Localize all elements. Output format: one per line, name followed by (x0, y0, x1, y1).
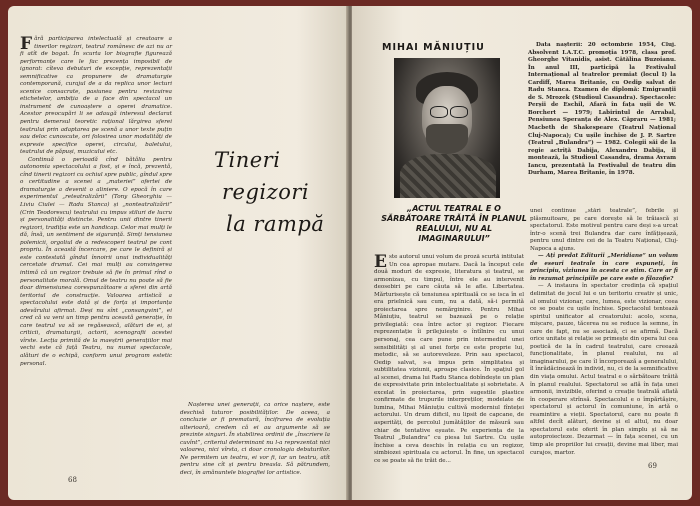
title-line-1: Tineri (214, 148, 281, 172)
left-text-column-1 (20, 36, 172, 456)
title-line-2: regizori (222, 180, 310, 204)
page-number-left: 68 (68, 476, 77, 484)
portrait-beard (426, 124, 468, 154)
bio-box (528, 42, 676, 200)
portrait-glasses-left (430, 106, 448, 118)
author-name: MIHAI MĂNIUȚIU (382, 42, 485, 53)
left-col1-para-2: Continuă o perioadă cînd bătălia pentru autonomia spectacolului a fost, și e încă, prezentă, cînd tinerii regizori cu ochiul spre public, gîndul spre o certitudine a scenei a „materiei” ofertei de dramaturgie a devenit o aliniere. O epocă în care experimentul „reteatralizării” (Tony Gheorghiu — Liviu Ciulei — Radu Stanca) și „nonteatralizării” (Crin Teodorescu) teatrului cu impus stiluri de lucru și personalități distincte. Pentru unii dintre tinerii regizori, tradiția este un handicap. Celor mai mulți le dă, însă, un sentiment de siguranță. Simți tensiunea polemicii, orgoliul de a redescoperi teatrul pe cont propriu. În această încercare, pe care le definiră și este contestată gîndul înnoirii unui individualități cercetate drumul. Cei mai mulți au convingerea intimă că un regizor trebuie să fie în primul rînd o personalitate morală. Omul de teatru nu poate să fie doar dimensiunea corespunzătoare a sferei din artă teritoriul de construcție. Valoarea artistică a spectacolului este dată și de forța și importanța adevărului afirmat. Deși nu sînt „consangvini”, ei cred că va veni un timp pentru această generație, în care teatrul va să se regăsească, alături de ei, și criticii, dramaturgii, actorii, scenografii acestei vîrste. Lecția primită de la maeștrii generațiilor mai vechi este că față Teatru, nu numai spectacole, alături de o echipă, conform unui program estetic personal. (20, 156, 172, 367)
drop-cap-right: E (374, 254, 387, 272)
left-text-column-2 (180, 402, 330, 477)
right-col2-question: — Ați predat Editurii „Meridiane” un volum de eseuri teatrale în care expuneți, în principiu, viziunea în acesta ce știm. Care ar fi în rezumat principiile pe care este o filozofie? (530, 253, 678, 282)
author-portrait (394, 58, 500, 198)
portrait-sweater (400, 154, 496, 198)
right-col2-para-2: — A instaura în spectator credința că spațiul delimitat de jocul lui e un teritoriu creativ și unic, al omului vizionar, care, lumea, este vizionar, ceea ce se poate cu ușile închise. Spectacolul tentează spiritul unificator al creatorului: acolo, scena, mișcare, pauze, tăcerea nu se reduce la semne, în care de fapt, nu se asociază, ci se afirmă. Dacă orice unitate și relație se primește din opera lui cea poetică de la în cadrul teatrului, care creează funcționalitate, în planul realului, nu al imaginarului, pe care îl încorporează a generalului, îl înrădăcinează în individ, nu, ci de la semnificative din viața omului. Actul teatral e o sărbătoare trăită în planul realului. Spectatorul se află în fața unei armonii, invizibile, oferind o creație teatrală aflată în cooperare strînsă. Spectacolul e o împărtășire, spectatorul și actorul în comuniune, în artă o reamintire a vieții. Spectatorul, care nu poate fi altfel decît alături, devine și el altul, nu doar spectatorul este oferit în plan simplu și să ne autoproiecteze. Dezarmat — în fața scenei, cu un timp ale propriilor lui creații, devine mai liber, mai curajos, martor. (530, 283, 678, 456)
article-title (214, 144, 340, 240)
right-col2-para-1: unei continue „stări teatrale”, febrile și plăsmuitoare, pe care dorește să le trăiască și spectatorul. Este motivul pentru care deși s-a urcat într-o scenă trei Bulandra dar care înfățișează, pentru unul dintre cei de la Teatru Național, Cluj-Napoca a ajuns. (530, 208, 678, 252)
page-number-right: 69 (648, 462, 657, 470)
right-text-column-1 (374, 254, 524, 474)
bio-text: Data nașterii: 20 octombrie 1954, Cluj. Absolvent I.A.T.C. promoția 1978, clasa prof. Gheorghe Vitanidis, asist. Cătălina Buzoianu. În anul III, participă la Festivalul Internațional al teatrelor premiat (locul I) la Cardiff, Marea Britanie, cu Oedip salvat de Radu Stanca. Examen de diplomă: Emigranții de S. Mrozek (Studioul Casandra). Spectacole: Perșii de Eschil, Afară în fața ușii de W. Borchert — 1979; Labirintul de Arrabal, Pensiunea Speranța de Alex. Căpraru — 1981; Macbeth de Shakespeare (Teatrul Național Cluj-Napoca); Cu ușile închise de J. P. Sartre (Teatrul „Bulandra”) — 1982. Colegii săi de la regie actriță Dabija, Alexandru Dabija, il montează, la Studioul Casandra, drama Avram Iancu, prezentată la Festivalul de teatru din Durham, Marea Britanie, în 1978. (528, 42, 676, 177)
left-page (8, 6, 348, 500)
drop-cap: F (20, 34, 33, 54)
portrait-glasses-right (450, 106, 468, 118)
right-col1-para-1: Este autorul unui volum de proză scurtă intitulat Un cea apropae mutare. Dacă la început cele două moduri de expresie, literatura și teatrul, se armonizau, cu timpul, între ele au intervenit deosebiri pe care căuta să le afle. Libertatea. Mărturisește că tensiunea spirituală ce se isca în el era prielnică sau cum, nu a dată, să-i permită proiectarea spre nemărginire. Pentru Mihai Măniuțiu, teatrul se bazează pe o relație privilegiată: cea între actor și regizor. Fiecare reprezentație îi prilejuiește o întîlnire cu unui personaj, cea care pune prin intermediul unei sensibilități și al unei forțe ce este proprie lui, metodic, să se autoreveleze. Prin sau spectacol, Oedip salvat, s-a impus prin simplitatea și subtilitatea viziunii, aproape clasice. În spațiul gol al scenei, drama lui Radu Stanca dobîndește un plan de expresivitate prin intelectualitate și sobrietate. A excelat în proiectarea, prin sugestile plastice confirmate de trupurile interpreților, modelate de lumina, Mihai Măniuțiu cultivă moderniul fînteței actorului. Un drum dificil, nu lipsit de capcane, de asperități, de percolul jumătăților de măsură sau chiar de tentative eșuate. Pe experiența de la Teatrul „Bulandra” cu piesa lui Sartre. Cu ușile închise a ceva deschis în relația cu un regizor, simbiozei spirituala cu actorul. În fine, un spectacol ce se poate să fie trăit de... (374, 254, 524, 464)
left-col2-para-1: Nașterea unei generații, ca orice naștere, este deschisă tuturor posibilităților. De aceea, a concluzie ar fi prematură, încifrarea de evoluția ulterioară, credem că ei au argumente să se prezinte singuri. În stabilirea ordinii de „înscriere la cuvînt”, criteriul determinant nu l-a reprezentat nici valoarea, nici vîrsta, ci doar cronologia debuturilor. Ne permitem un teatru, ei vor fi, iar un teatru, atît pentru sine cît și pentru breasla. Să pătrundem, deci, în amănuntele biografiei lor artistice. (180, 402, 330, 476)
right-text-column-2 (530, 208, 678, 470)
left-col1-para-1: Fără participarea intelectuală și creatoare a tinerilor regizori, teatrul românesc de azi nu ar fi atît de bogat. În scurta lor biografie figurează performanțe care le fac prezența imposibil de ignorat: cîteva debuturi de excepție, reprezentații semnificative ca propunere de dramaturgie contemporană, curajul de a da replica unor lecturi scenice consacrate, pasiunea pentru revizuirea etichetelor, ambiția de a face din spectacol un instrument de cunoaștere a operei dramatice. Acestor preocupări li se adaugă interesul declarat pentru demersul teoretic rațional lărgirea sferei teatrului prin adaptarea pe scenă a unor texte puțin sau deloc cunoscute, ori folosirea unor modalități de expresie specifice operei, circului, baletului, teatrului de păpuși, muzicului etc. (20, 34, 172, 156)
pull-quote: „ACTUL TEATRAL E O SĂRBĂTOARE TRĂITĂ ÎN PLANUL REALULUI, NU AL IMAGINARULUI” (381, 204, 527, 243)
right-page (352, 6, 692, 500)
title-line-3: la rampă (226, 212, 325, 236)
